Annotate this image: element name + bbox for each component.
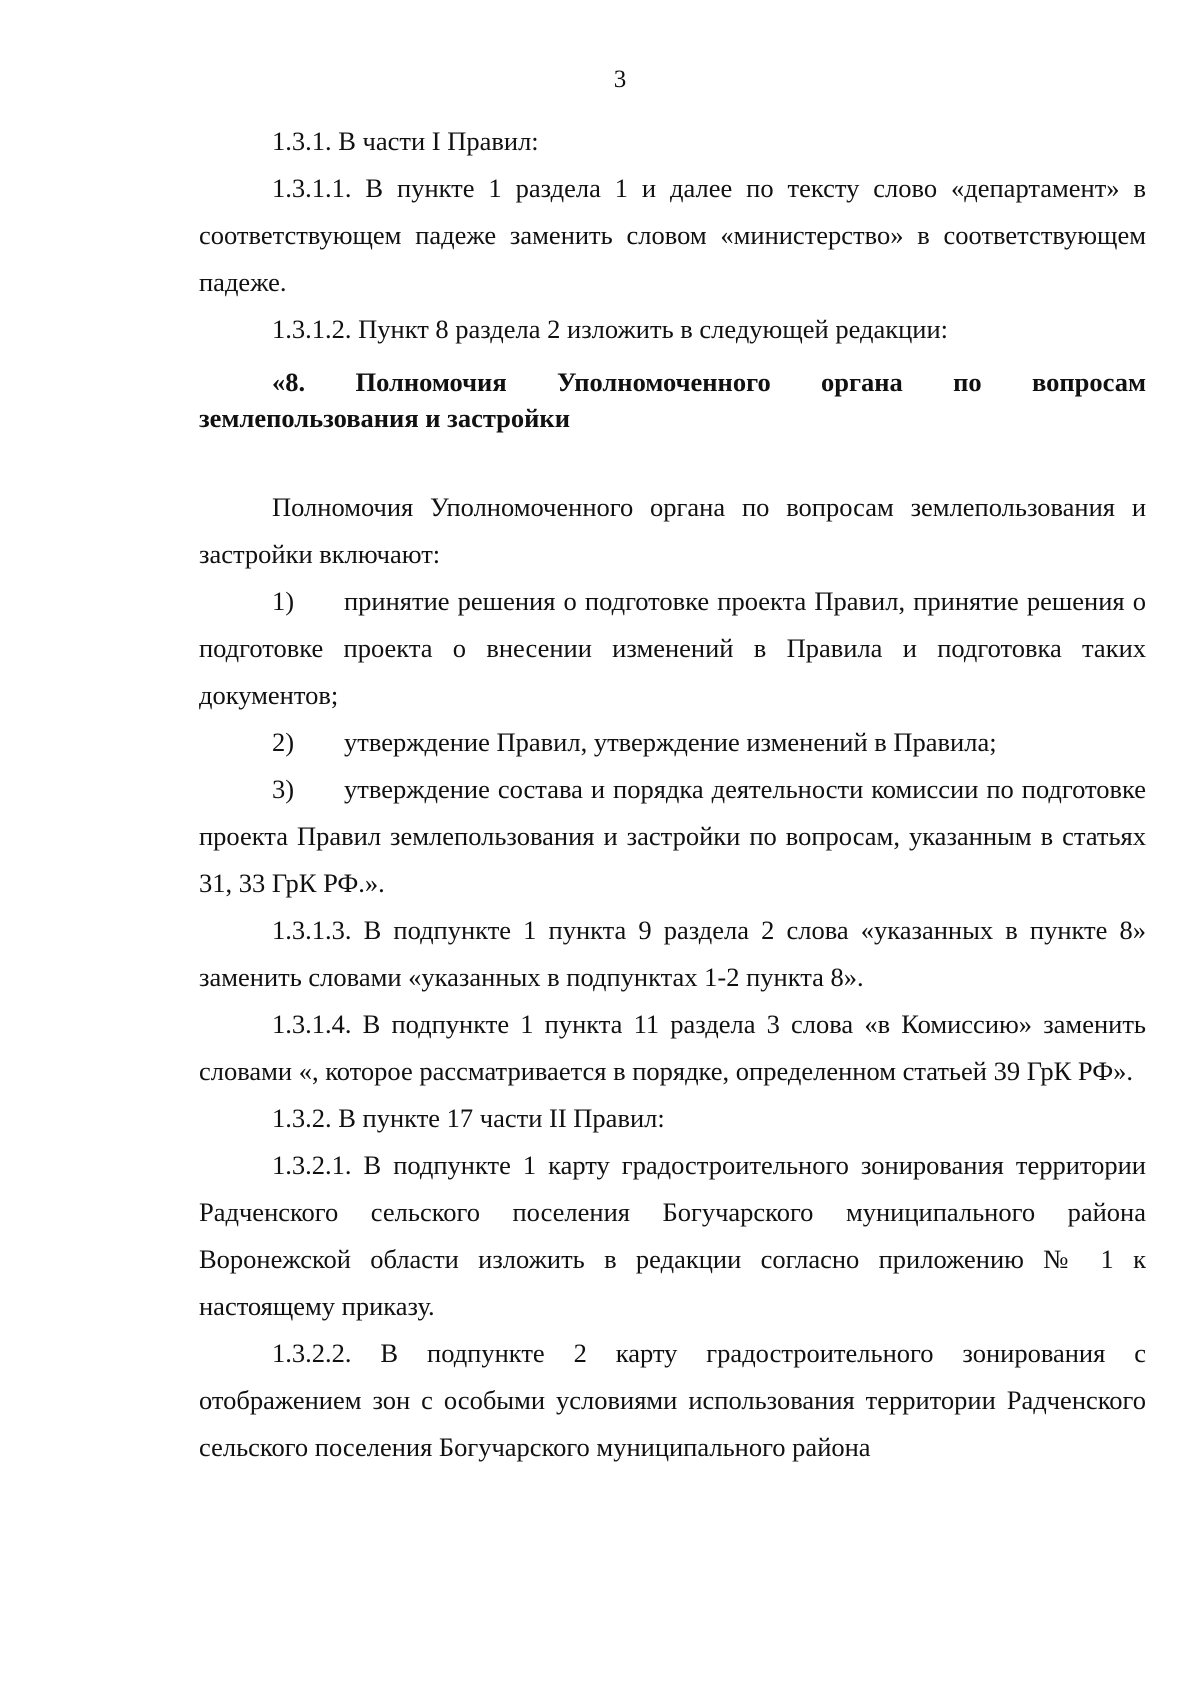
paragraph-1-3-1-2: 1.3.1.2. Пункт 8 раздела 2 изложить в следующей редакции: bbox=[272, 314, 949, 344]
list-item bbox=[199, 766, 1146, 907]
section-heading: «8. Полномочия Уполномоченного органа по вопросам землепользования и застройки bbox=[199, 367, 1146, 433]
page-number: 3 bbox=[613, 66, 627, 93]
list-item-text: утверждение Правил, утверждение изменений в Правила; bbox=[344, 727, 997, 757]
list-item-number: 2) bbox=[272, 727, 295, 757]
list-item-number: 3) bbox=[272, 774, 295, 804]
list-item-number: 1) bbox=[272, 586, 295, 616]
paragraph-1-3-1-3: 1.3.1.3. В подпункте 1 пункта 9 раздела 2 слова «указанных в пункте 8» заменить словами «указанных в подпунктах 1-2 пункта 8». bbox=[199, 915, 1146, 992]
paragraph-1-3-2: 1.3.2. В пункте 17 части II Правил: bbox=[272, 1103, 665, 1133]
list-item bbox=[199, 719, 1146, 766]
paragraph-1-3-1-4: 1.3.1.4. В подпункте 1 пункта 11 раздела 3 слова «в Комиссию» заменить словами «, которое рассматривается в порядке, определенном статьей 39 ГрК РФ». bbox=[199, 1009, 1146, 1086]
paragraph-1-3-2-1: 1.3.2.1. В подпункте 1 карту градостроительного зонирования территории Радченского сельского поселения Богучарского муниципального района Воронежской области изложить в редакции согласно приложению № 1 к настоящему приказу. bbox=[199, 1150, 1146, 1321]
list-item bbox=[199, 578, 1146, 719]
document-body bbox=[199, 118, 1146, 1471]
paragraph-1-3-1-1: 1.3.1.1. В пункте 1 раздела 1 и далее по тексту слово «департамент» в соответствующем падеже заменить словом «министерство» в соответствующем падеже. bbox=[199, 173, 1146, 297]
list-item-text: утверждение состава и порядка деятельности комиссии по подготовке проекта Правил землепользования и застройки по вопросам, указанным в статьях 31, 33 ГрК РФ.». bbox=[199, 774, 1146, 898]
list-item-text: принятие решения о подготовке проекта Правил, принятие решения о подготовке проекта о внесении изменений в Правила и подготовка таких документов; bbox=[199, 586, 1146, 710]
paragraph-1-3-2-2: 1.3.2.2. В подпункте 2 карту градостроительного зонирования с отображением зон с особыми условиями использования территории Радченского сельского поселения Богучарского муниципального района bbox=[199, 1338, 1146, 1462]
paragraph-1-3-1: 1.3.1. В части I Правил: bbox=[272, 126, 539, 156]
paragraph-intro: Полномочия Уполномоченного органа по вопросам землепользования и застройки включают: bbox=[199, 492, 1146, 569]
